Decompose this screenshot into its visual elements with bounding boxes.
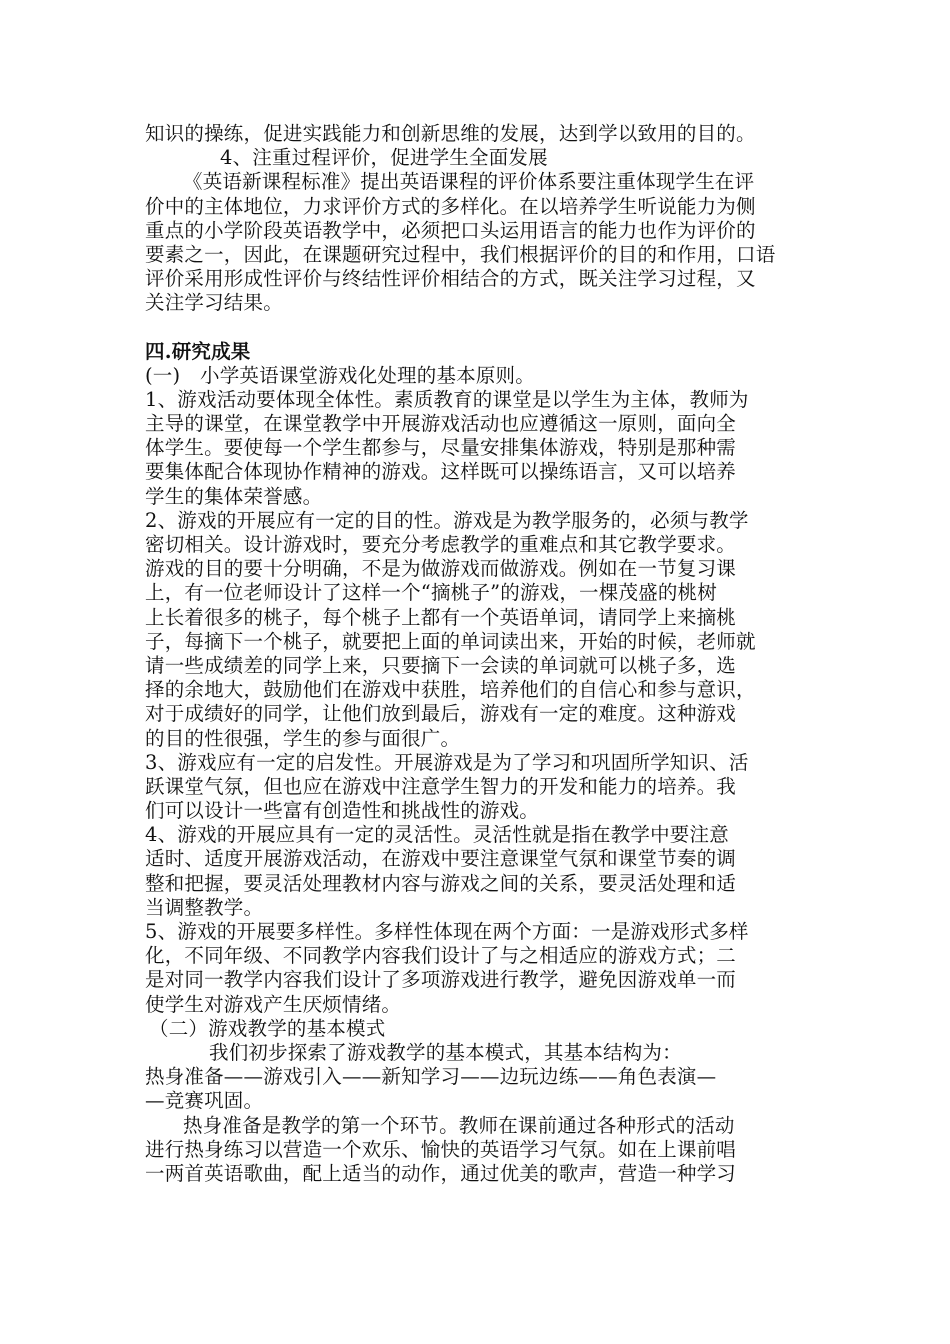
structure-line: 热身准备——游戏引入——新知学习——边玩边练——角色表演— [145,1065,717,1089]
paragraph-line: 子，每摘下一个桃子，就要把上面的单词读出来，开始的时候，老师就 [145,629,756,653]
paragraph-line: 要素之一，因此，在课题研究过程中，我们根据评价的目的和作用，口语 [145,242,776,266]
paragraph-line: 3、游戏应有一定的启发性。开展游戏是为了学习和巩固所学知识、活 [145,750,749,774]
paragraph-line: 主导的课堂，在课堂教学中开展游戏活动也应遵循这一原则，面向全 [145,412,737,436]
paragraph-line: 密切相关。设计游戏时，要充分考虑教学的重难点和其它教学要求。 [145,533,737,556]
paragraph-line: 学生的集体荣誉感。 [145,484,323,508]
paragraph-line: 上长着很多的桃子，每个桃子上都有一个英语单词，请同学上来摘桃 [145,605,737,629]
paragraph-line: 重点的小学阶段英语教学中，必须把口头运用语言的能力也作为评价的 [145,218,756,242]
paragraph-line: 2、游戏的开展应有一定的目的性。游戏是为教学服务的，必须与教学 [145,508,749,532]
paragraph-line: 化，不同年级、不同教学内容我们设计了与之相适应的游戏方式；二 [145,944,737,968]
paragraph-line: 进行热身练习以营造一个欢乐、愉快的英语学习气氛。如在上课前唱 [145,1137,737,1161]
paragraph-line: 上，有一位老师设计了这样一个“摘桃子”的游戏，一棵茂盛的桃树 [145,581,717,605]
section-heading: 四.研究成果 [145,339,251,363]
paragraph-line: 4、游戏的开展应具有一定的灵活性。灵活性就是指在教学中要注意 [145,823,729,847]
paragraph-line: 一两首英语歌曲，配上适当的动作，通过优美的歌声，营造一种学习 [145,1161,737,1185]
paragraph-line: 《英语新课程标准》提出英语课程的评价体系要注重体现学生在评 [183,170,755,194]
spacer [145,316,817,340]
paragraph-line: 关注学习结果。 [145,291,283,315]
structure-line: —竞赛巩固。 [145,1089,264,1113]
paragraph-line: 适时、适度开展游戏活动，在游戏中要注意课堂气氛和课堂节奏的调 [145,847,737,871]
paragraph-line: 请一些成绩差的同学上来，只要摘下一会读的单词就可以桃子多，选 [145,653,737,677]
paragraph-line: 游戏的目的要十分明确，不是为做游戏而做游戏。例如在一节复习课 [145,557,737,581]
paragraph-line: 知识的操练，促进实践能力和创新思维的发展，达到学以致用的目的。 [145,122,756,145]
paragraph-line: 我们初步探索了游戏教学的基本模式，其基本结构为： [209,1040,682,1064]
paragraph-line: 要集体配合体现协作精神的游戏。这样既可以操练语言，又可以培养 [145,460,737,484]
subsection-heading-one: (一) 小学英语课堂游戏化处理的基本原则。 [145,363,535,387]
paragraph-line: 评价采用形成性评价与终结性评价相结合的方式，既关注学习过程，又 [145,267,756,291]
paragraph-line: 当调整教学。 [145,895,264,919]
paragraph-line: 热身准备是教学的第一个环节。教师在课前通过各种形式的活动 [183,1113,735,1137]
paragraph-line: 整和把握，要灵活处理教材内容与游戏之间的关系，要灵活处理和适 [145,871,737,895]
paragraph-line: 跃课堂气氛，但也应在游戏中注意学生智力的开发和能力的培养。我 [145,774,737,798]
paragraph-line: 使学生对游戏产生厌烦情绪。 [145,992,402,1016]
paragraph-line: 的目的性很强，学生的参与面很广。 [145,726,461,750]
paragraph-line: 1、游戏活动要体现全体性。素质教育的课堂是以学生为主体，教师为 [145,387,749,411]
paragraph-line: 对于成绩好的同学，让他们放到最后，游戏有一定的难度。这种游戏 [145,702,737,726]
subheading-four: 4、注重过程评价，促进学生全面发展 [220,146,548,170]
paragraph-line: 择的余地大，鼓励他们在游戏中获胜，培养他们的自信心和参与意识， [145,678,756,702]
paragraph-line: 们可以设计一些富有创造性和挑战性的游戏。 [145,799,540,823]
paragraph-line: 是对同一教学内容我们设计了多项游戏进行教学，避免因游戏单一而 [145,968,737,992]
document-body [145,122,817,1186]
subsection-heading-two: （二）游戏教学的基本模式 [149,1016,386,1040]
paragraph-line: 5、游戏的开展要多样性。多样性体现在两个方面：一是游戏形式多样 [145,920,749,943]
paragraph-line: 价中的主体地位，力求评价方式的多样化。在以培养学生听说能力为侧 [145,194,756,218]
paragraph-line: 体学生。要使每一个学生都参与，尽量安排集体游戏，特别是那种需 [145,436,737,460]
